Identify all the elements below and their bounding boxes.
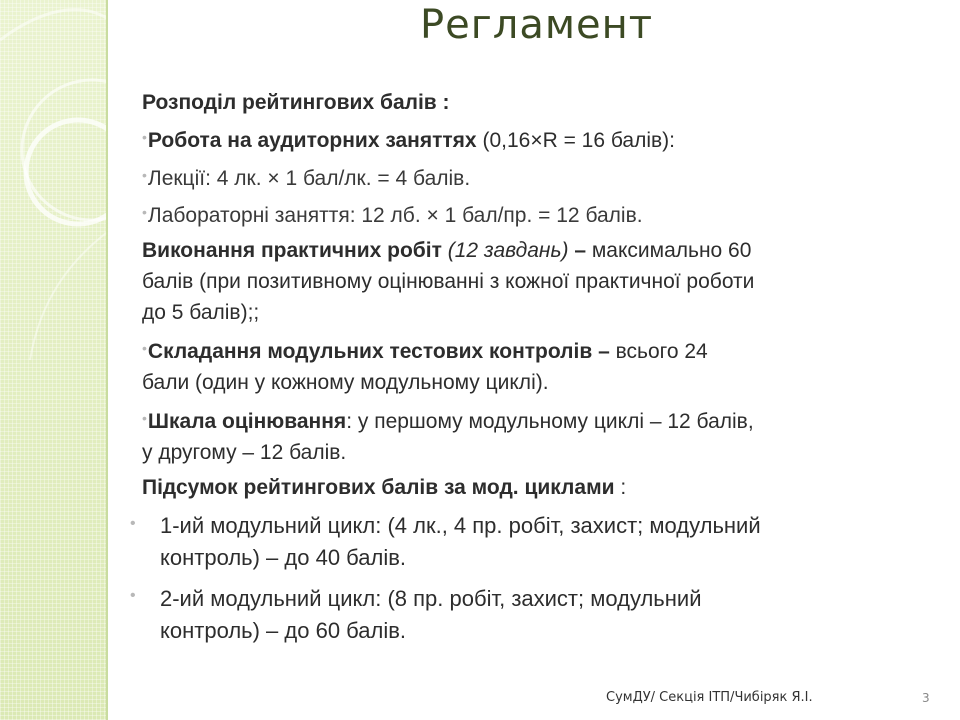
cycle-1-line-2: контроль) – до 40 балів. <box>160 545 407 570</box>
bullet-dot: • <box>142 340 147 356</box>
bullet-dot: • <box>142 410 147 426</box>
auditorium-work-line: •Робота на аудиторних заняттях (0,16×R = 16 балів): <box>142 129 676 152</box>
practical-line-2: балів (при позитивному оцінюванні з кожної практичної роботи <box>142 270 755 293</box>
labs-line: •Лабораторні заняття: 12 лб. × 1 бал/пр. = 12 балів. <box>142 204 643 227</box>
lectures-line: •Лекції: 4 лк. × 1 бал/лк. = 4 балів. <box>142 167 471 190</box>
bullet-dot: • <box>142 204 147 220</box>
list-bullet: • <box>130 587 136 604</box>
bullet-dot: • <box>142 167 147 183</box>
sidebar-edge <box>106 0 108 720</box>
cycle-2-line-1: 2-ий модульний цикл: (8 пр. робіт, захист; модульний <box>160 586 702 611</box>
modular-line-2: бали (один у кожному модульному циклі). <box>142 371 549 394</box>
distribution-heading: Розподіл рейтингових балів : <box>142 91 450 114</box>
summary-heading: Підсумок рейтингових балів за мод. циклами : <box>142 476 627 499</box>
scale-line-2: у другому – 12 балів. <box>142 441 347 464</box>
footer-credit: СумДУ/ Секція ІТП/Чибіряк Я.І. <box>606 690 813 705</box>
practical-line-3: до 5 балів);; <box>142 301 260 324</box>
scale-line-1: •Шкала оцінювання: у першому модульному циклі – 12 балів, <box>142 410 754 433</box>
page-number: 3 <box>922 691 930 705</box>
modular-line-1: •Складання модульних тестових контролів – всього 24 <box>142 340 708 363</box>
cycle-2-line-2: контроль) – до 60 балів. <box>160 618 407 643</box>
bullet-dot: • <box>142 129 147 145</box>
slide-title: Регламент <box>420 2 654 48</box>
swirl-decoration <box>0 0 110 720</box>
list-bullet: • <box>130 515 136 532</box>
practical-line-1: Виконання практичних робіт (12 завдань) – максимально 60 <box>142 239 752 262</box>
cycle-1-line-1: 1-ий модульний цикл: (4 лк., 4 пр. робіт, захист; модульний <box>160 513 761 538</box>
